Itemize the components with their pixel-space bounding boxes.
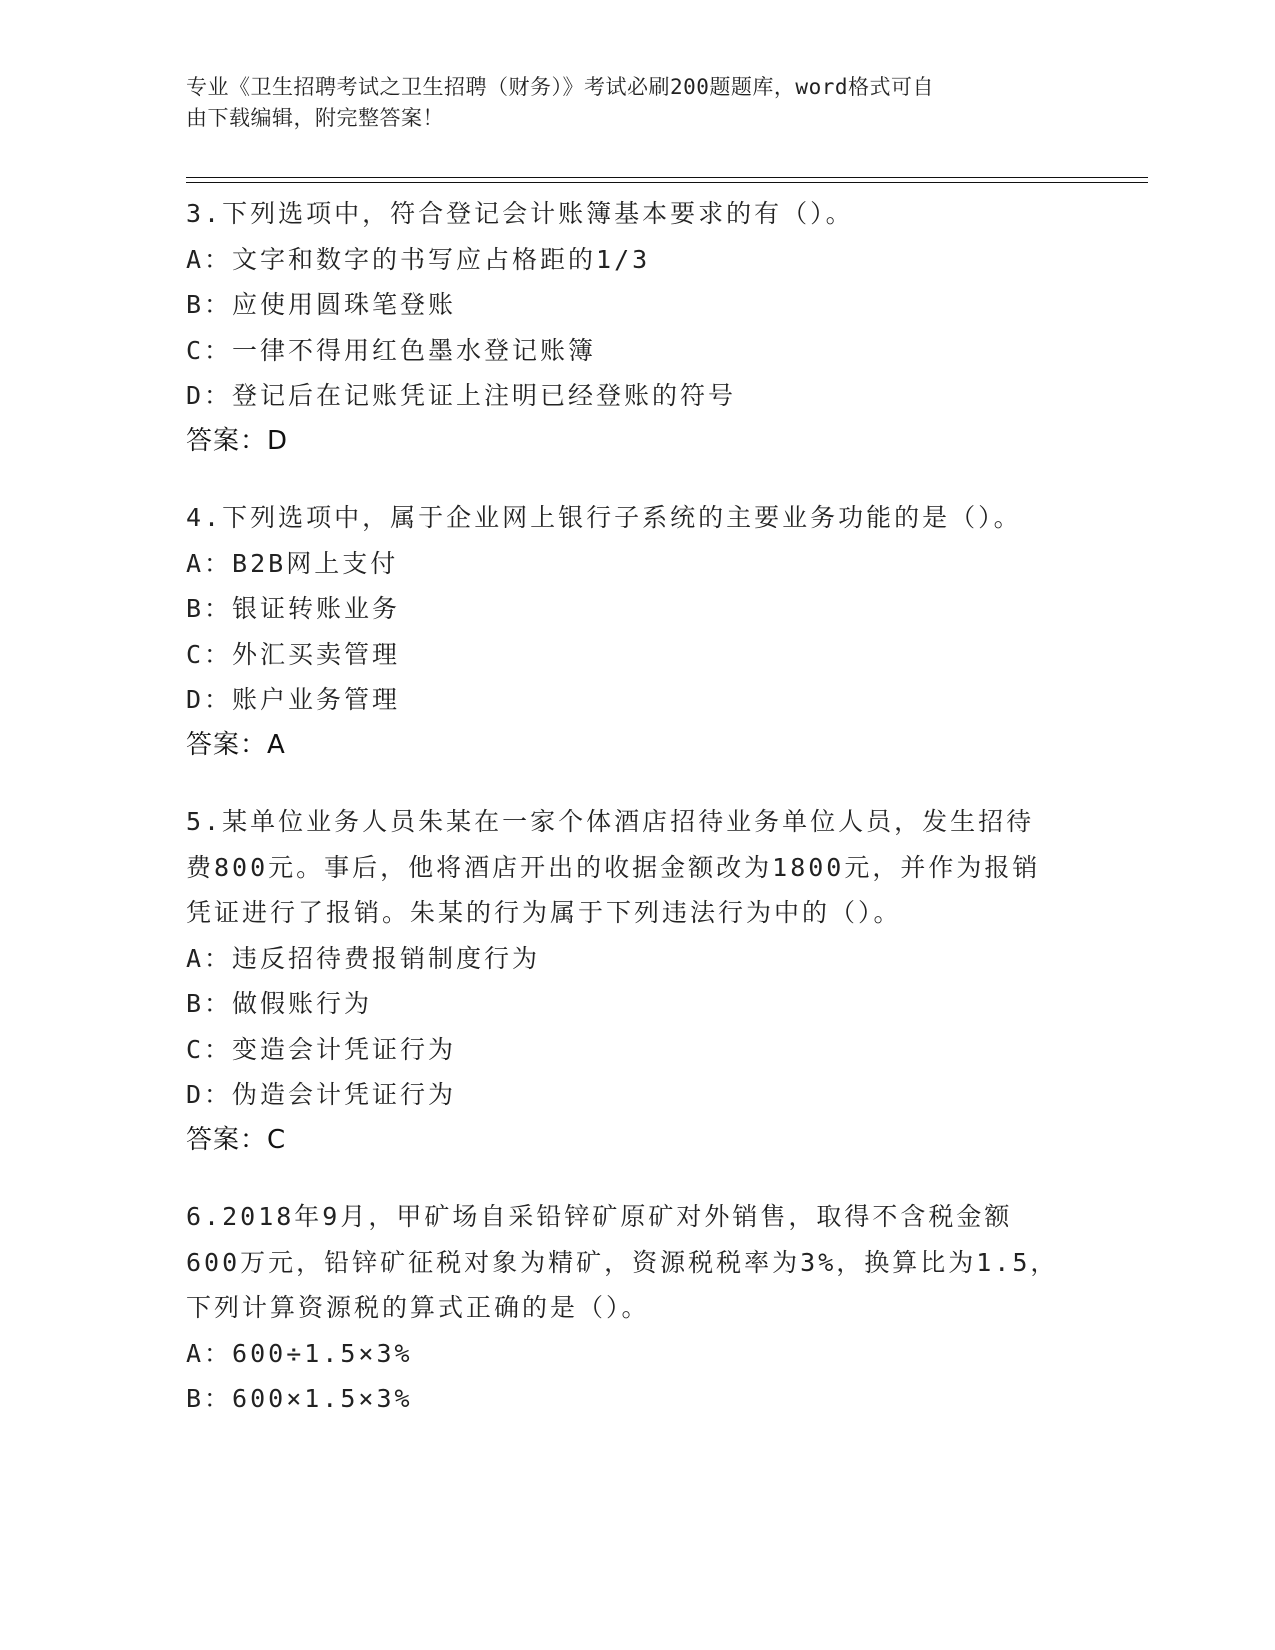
- question-block: [186, 799, 1086, 1163]
- question-stem-line: 凭证进行了报销。朱某的行为属于下列违法行为中的（）。: [186, 898, 902, 927]
- question-option: C：外汇买卖管理: [186, 639, 401, 669]
- question-block: [186, 495, 1086, 768]
- question-option: D：登记后在记账凭证上注明已经登账的符号: [186, 381, 737, 410]
- question-stem-line: 费800元。事后，他将酒店开出的收据金额改为1800元，并作为报销: [186, 852, 1041, 882]
- question-block: [186, 1194, 1086, 1422]
- header-line-1: 专业《卫生招聘考试之卫生招聘（财务）》考试必刷200题题库，word格式可自: [186, 75, 934, 99]
- question-option: D：伪造会计凭证行为: [186, 1080, 457, 1109]
- question-answer: 答案：C: [186, 1124, 287, 1155]
- question-option: B：600×1.5×3%: [186, 1384, 413, 1413]
- question-option: D：账户业务管理: [186, 685, 401, 714]
- question-option: A：文字和数字的书写应占格距的1/3: [186, 244, 651, 274]
- question-list: [186, 191, 1086, 1453]
- question-option: A：违反招待费报销制度行为: [186, 943, 541, 973]
- question-stem-line: 4.下列选项中，属于企业网上银行子系统的主要业务功能的是（）。: [186, 503, 1022, 532]
- question-answer: 答案：D: [186, 425, 289, 456]
- question-option: C：一律不得用红色墨水登记账簿: [186, 335, 597, 365]
- question-option: B：做假账行为: [186, 989, 373, 1018]
- question-option: C：变造会计凭证行为: [186, 1034, 457, 1064]
- question-stem-line: 5.某单位业务人员朱某在一家个体酒店招待业务单位人员，发生招待: [186, 807, 1035, 836]
- question-stem-line: 3.下列选项中，符合登记会计账簿基本要求的有（）。: [186, 199, 854, 228]
- question-stem-line: 600万元，铅锌矿征税对象为精矿，资源税税率为3%，换算比为1.5，: [186, 1247, 1059, 1277]
- question-option: B：银证转账业务: [186, 594, 401, 623]
- question-stem-line: 6.2018年9月，甲矿场自采铅锌矿原矿对外销售，取得不含税金额: [186, 1202, 1013, 1231]
- question-option: B：应使用圆珠笔登账: [186, 290, 457, 319]
- question-block: [186, 191, 1086, 464]
- header-line-2: 由下载编辑，附完整答案！: [186, 106, 444, 130]
- header-divider-bottom: [186, 182, 1148, 183]
- document-header: [186, 72, 1066, 134]
- question-answer: 答案：A: [186, 729, 286, 760]
- header-divider-top: [186, 177, 1148, 178]
- question-stem-line: 下列计算资源税的算式正确的是（）。: [186, 1293, 650, 1322]
- question-option: A：600÷1.5×3%: [186, 1338, 413, 1368]
- question-option: A：B2B网上支付: [186, 548, 399, 578]
